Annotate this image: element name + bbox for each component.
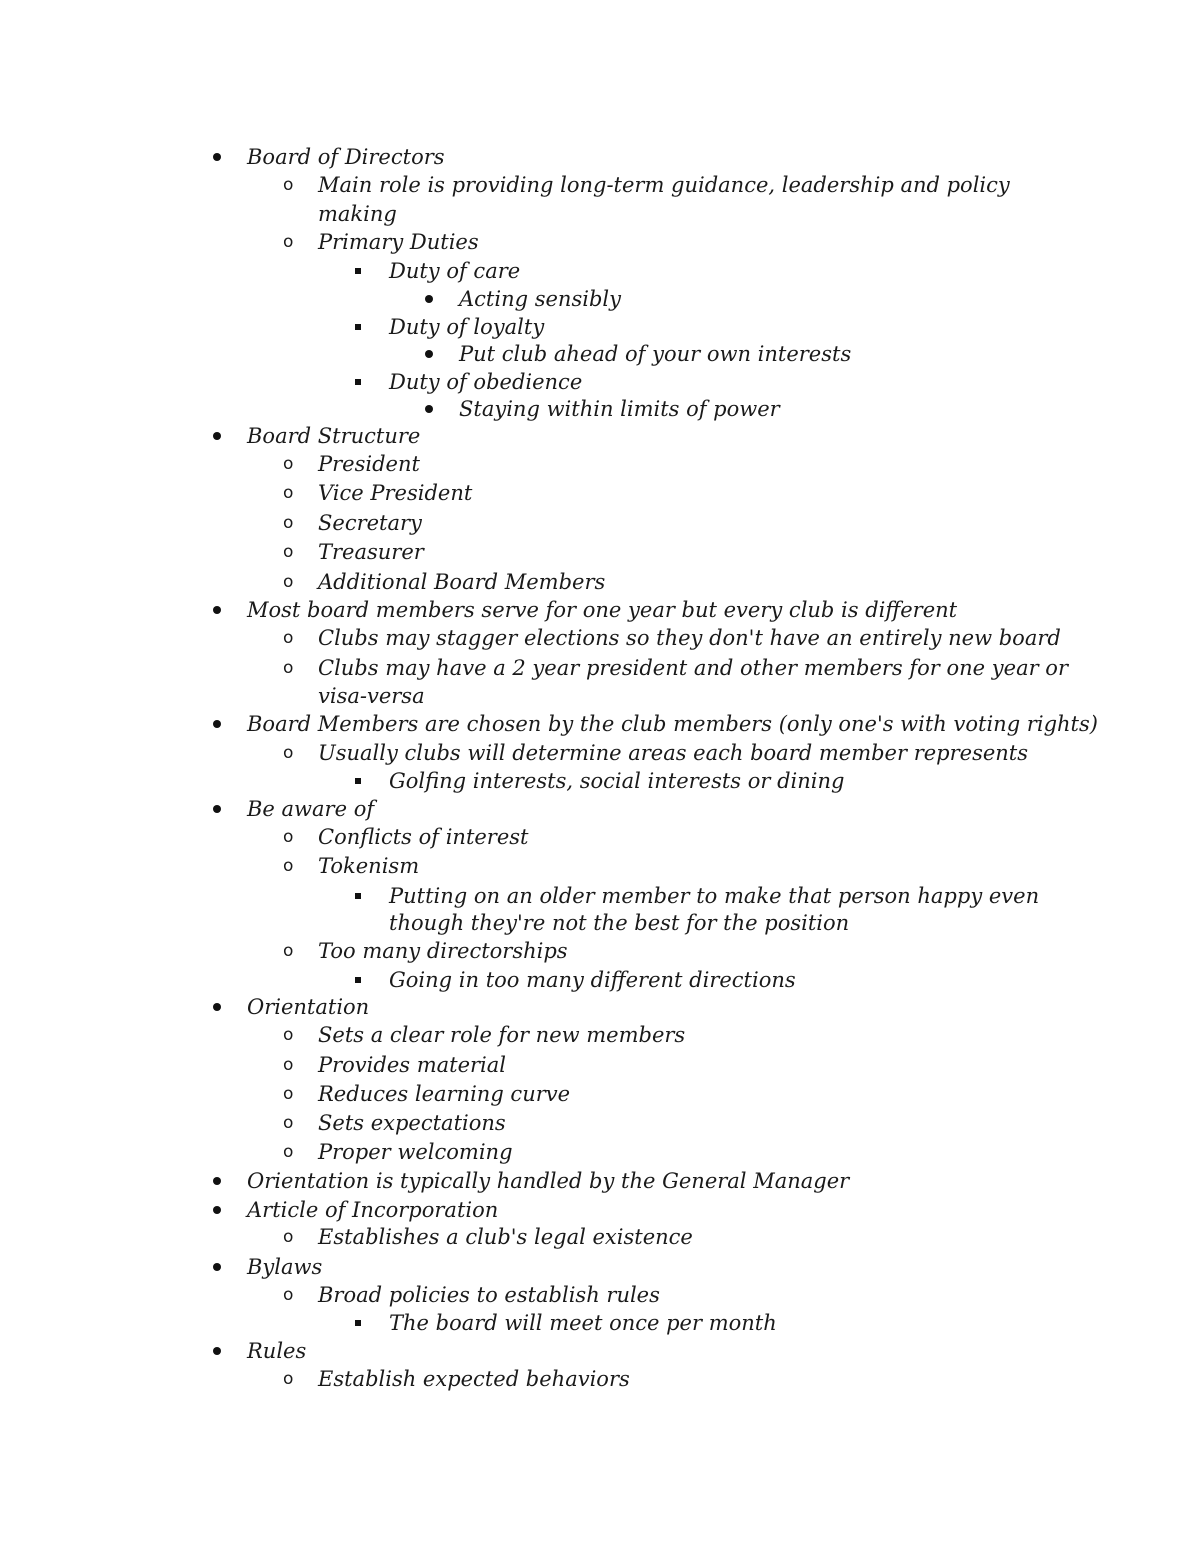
- outline-item-text: making: [318, 202, 397, 226]
- bullet-dot-icon: [425, 295, 433, 303]
- outline-item-text: Duty of care: [389, 259, 521, 283]
- outline-item-text: Main role is providing long-term guidance, leadership and policy: [318, 173, 1010, 197]
- bullet-dot-icon: [213, 1177, 221, 1185]
- bullet-square-icon: [355, 268, 361, 274]
- outline-item-text: Put club ahead of your own interests: [459, 342, 852, 366]
- bullet-square-icon: [355, 893, 361, 899]
- outline-item-text: The board will meet once per month: [389, 1311, 777, 1335]
- outline-item-text: Orientation is typically handled by the General Manager: [247, 1169, 850, 1193]
- bullet-dot-icon: [213, 1206, 221, 1214]
- outline-item-text: Board Structure: [247, 424, 421, 448]
- bullet-circle-icon: o: [283, 1369, 294, 1389]
- bullet-circle-icon: o: [283, 743, 294, 763]
- bullet-circle-icon: o: [283, 1227, 294, 1247]
- bullet-circle-icon: o: [283, 1113, 294, 1133]
- outline-item-text: Usually clubs will determine areas each board member represents: [318, 741, 1029, 765]
- outline-item-text: Most board members serve for one year but every club is different: [247, 598, 958, 622]
- bullet-dot-icon: [213, 805, 221, 813]
- bullet-square-icon: [355, 1320, 361, 1326]
- outline-item-text: President: [318, 452, 420, 476]
- bullet-circle-icon: o: [283, 658, 294, 678]
- outline-item-text: Reduces learning curve: [318, 1082, 571, 1106]
- bullet-circle-icon: o: [283, 1285, 294, 1305]
- bullet-dot-icon: [213, 1003, 221, 1011]
- bullet-circle-icon: o: [283, 1055, 294, 1075]
- bullet-circle-icon: o: [283, 454, 294, 474]
- bullet-circle-icon: o: [283, 1142, 294, 1162]
- outline-item-text: Treasurer: [318, 540, 424, 564]
- outline-item-text: Going in too many different directions: [389, 968, 796, 992]
- bullet-circle-icon: o: [283, 232, 294, 252]
- bullet-circle-icon: o: [283, 856, 294, 876]
- outline-item-text: Be aware of: [247, 797, 375, 821]
- outline-item-text: Staying within limits of power: [459, 397, 780, 421]
- bullet-circle-icon: o: [283, 175, 294, 195]
- bullet-circle-icon: o: [283, 941, 294, 961]
- outline-item-text: Bylaws: [247, 1255, 323, 1279]
- bullet-dot-icon: [213, 720, 221, 728]
- outline-item-text: Provides material: [318, 1053, 507, 1077]
- bullet-square-icon: [355, 778, 361, 784]
- outline-item-text: Rules: [247, 1339, 307, 1363]
- outline-item-text: Proper welcoming: [318, 1140, 513, 1164]
- bullet-dot-icon: [425, 405, 433, 413]
- bullet-dot-icon: [213, 153, 221, 161]
- outline-item-text: Establishes a club's legal existence: [318, 1225, 693, 1249]
- outline-item-text: Primary Duties: [318, 230, 479, 254]
- outline-item-text: Conflicts of interest: [318, 825, 529, 849]
- outline-item-text: Sets expectations: [318, 1111, 506, 1135]
- outline-item-text: Article of Incorporation: [247, 1198, 499, 1222]
- outline-item-text: visa-versa: [318, 684, 425, 708]
- bullet-dot-icon: [213, 1347, 221, 1355]
- bullet-dot-icon: [213, 606, 221, 614]
- bullet-circle-icon: o: [283, 1084, 294, 1104]
- outline-item-text: Putting on an older member to make that person happy even: [389, 884, 1040, 908]
- outline-item-text: Vice President: [318, 481, 473, 505]
- bullet-circle-icon: o: [283, 572, 294, 592]
- outline-item-text: Additional Board Members: [318, 570, 606, 594]
- outline-item-text: Establish expected behaviors: [318, 1367, 630, 1391]
- outline-item-text: Clubs may stagger elections so they don't have an entirely new board: [318, 626, 1061, 650]
- outline-item-text: Broad policies to establish rules: [318, 1283, 660, 1307]
- bullet-dot-icon: [213, 432, 221, 440]
- outline-item-text: Too many directorships: [318, 939, 568, 963]
- bullet-square-icon: [355, 379, 361, 385]
- outline-item-text: Orientation: [247, 995, 370, 1019]
- outline-item-text: Golfing interests, social interests or dining: [389, 769, 845, 793]
- outline-item-text: Board Members are chosen by the club members (only one's with voting rights): [247, 712, 1098, 736]
- outline-item-text: Board of Directors: [247, 145, 445, 169]
- bullet-circle-icon: o: [283, 1025, 294, 1045]
- outline-item-text: Clubs may have a 2 year president and other members for one year or: [318, 656, 1068, 680]
- bullet-circle-icon: o: [283, 542, 294, 562]
- bullet-square-icon: [355, 977, 361, 983]
- bullet-circle-icon: o: [283, 483, 294, 503]
- bullet-dot-icon: [213, 1263, 221, 1271]
- outline-item-text: Duty of obedience: [389, 370, 583, 394]
- bullet-dot-icon: [425, 350, 433, 358]
- bullet-square-icon: [355, 324, 361, 330]
- bullet-circle-icon: o: [283, 513, 294, 533]
- bullet-circle-icon: o: [283, 628, 294, 648]
- bullet-circle-icon: o: [283, 827, 294, 847]
- outline-item-text: Duty of loyalty: [389, 315, 545, 339]
- outline-item-text: Secretary: [318, 511, 422, 535]
- outline-item-text: though they're not the best for the position: [389, 911, 850, 935]
- outline-item-text: Tokenism: [318, 854, 420, 878]
- outline-item-text: Acting sensibly: [459, 287, 621, 311]
- outline-item-text: Sets a clear role for new members: [318, 1023, 686, 1047]
